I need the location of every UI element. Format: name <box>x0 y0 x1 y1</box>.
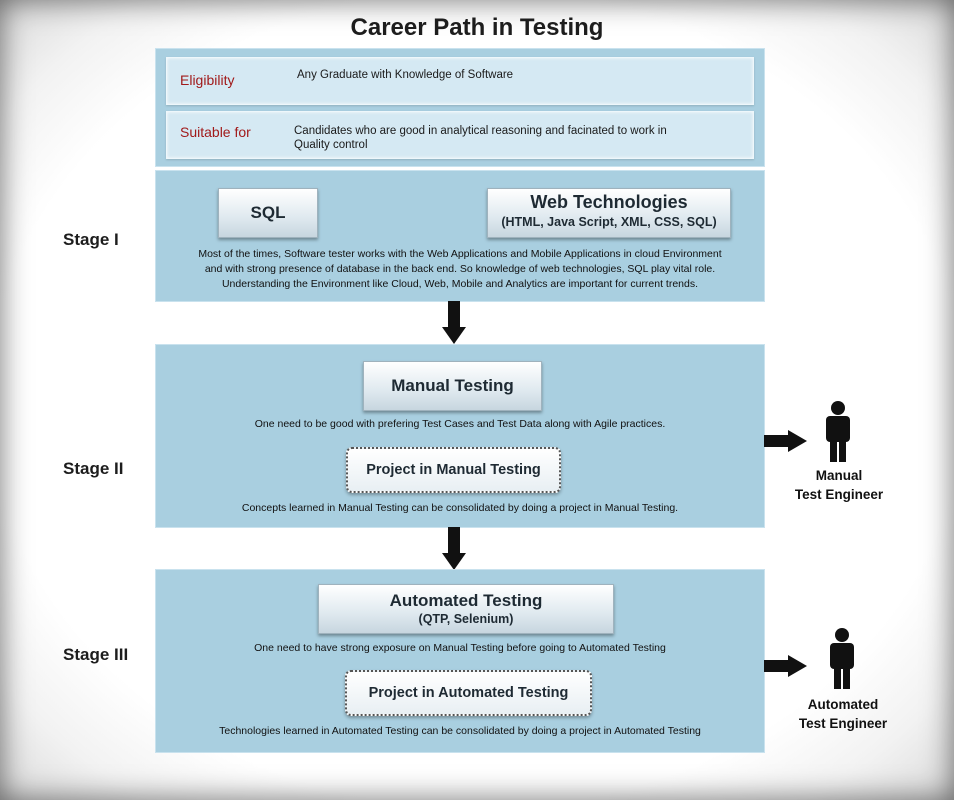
stage-1-desc-line2: and with strong presence of database in the back end. So knowledge of web technologies, SQL play vital role. <box>204 263 716 275</box>
eligibility-label: Eligibility <box>180 72 235 88</box>
project-manual-testing-box <box>346 447 561 493</box>
person-icon <box>827 627 857 689</box>
manual-test-engineer-label <box>779 466 899 504</box>
sql-label: SQL <box>250 203 286 222</box>
stage-2-label: Stage II <box>63 459 124 478</box>
suitable-text-line1: Candidates who are good in analytical reasoning and facinated to work in <box>294 125 667 137</box>
intro-panel <box>156 49 764 166</box>
stage-2-panel <box>156 345 764 527</box>
stage-3-label: Stage III <box>63 645 129 664</box>
stage-1-desc-line3: Understanding the Environment like Cloud, Web, Mobile and Analytics are important for current trends. <box>221 278 699 290</box>
stage-3-desc-1: One need to have strong exposure on Manual Testing before going to Automated Testing <box>254 642 666 654</box>
suitable-text-line2: Quality control <box>294 139 368 151</box>
suitable-row <box>166 111 754 159</box>
down-arrow-icon <box>442 301 466 345</box>
automated-test-engineer-label <box>783 695 903 733</box>
web-technologies-sub: (HTML, Java Script, XML, CSS, SQL) <box>501 215 717 229</box>
project-automated-testing-box <box>345 670 592 716</box>
stage-1-desc-line1: Most of the times, Software tester works with the Web Applications and Mobile Applications in cloud Environment <box>198 248 722 260</box>
stage-2-desc-1: One need to be good with prefering Test Cases and Test Data along with Agile practices. <box>254 418 666 430</box>
automated-testing-box <box>318 584 614 634</box>
eligibility-text: Any Graduate with Knowledge of Software <box>297 69 514 81</box>
automated-role-line2: Test Engineer <box>798 716 888 731</box>
web-technologies-box <box>487 188 731 238</box>
down-arrow-icon <box>442 527 466 571</box>
manual-role-line2: Test Engineer <box>794 487 884 502</box>
stage-1-description <box>156 247 764 292</box>
project-automated-testing-label: Project in Automated Testing <box>368 685 569 701</box>
stage-3-desc-2: Technologies learned in Automated Testing can be consolidated by doing a project in Automated Testing <box>219 725 701 737</box>
sql-box <box>218 188 318 238</box>
manual-testing-box <box>363 361 542 411</box>
person-icon <box>823 400 853 462</box>
stage-1-label: Stage I <box>63 230 119 249</box>
stage-2-desc-2: Concepts learned in Manual Testing can be consolidated by doing a project in Manual Testing. <box>241 502 679 514</box>
right-arrow-icon <box>764 655 808 677</box>
eligibility-row <box>166 57 754 105</box>
stage-3-panel <box>156 570 764 752</box>
web-technologies-title: Web Technologies <box>530 192 688 212</box>
automated-testing-label: Automated Testing <box>389 591 543 610</box>
automated-testing-sub: (QTP, Selenium) <box>418 612 514 626</box>
stage-1-panel <box>156 171 764 301</box>
project-manual-testing-label: Project in Manual Testing <box>366 462 541 478</box>
automated-role-line1: Automated <box>807 697 879 712</box>
manual-role-line1: Manual <box>815 468 863 483</box>
right-arrow-icon <box>764 430 808 452</box>
page-title: Career Path in Testing <box>350 14 604 41</box>
manual-testing-label: Manual Testing <box>391 376 514 395</box>
suitable-label: Suitable for <box>180 124 251 140</box>
